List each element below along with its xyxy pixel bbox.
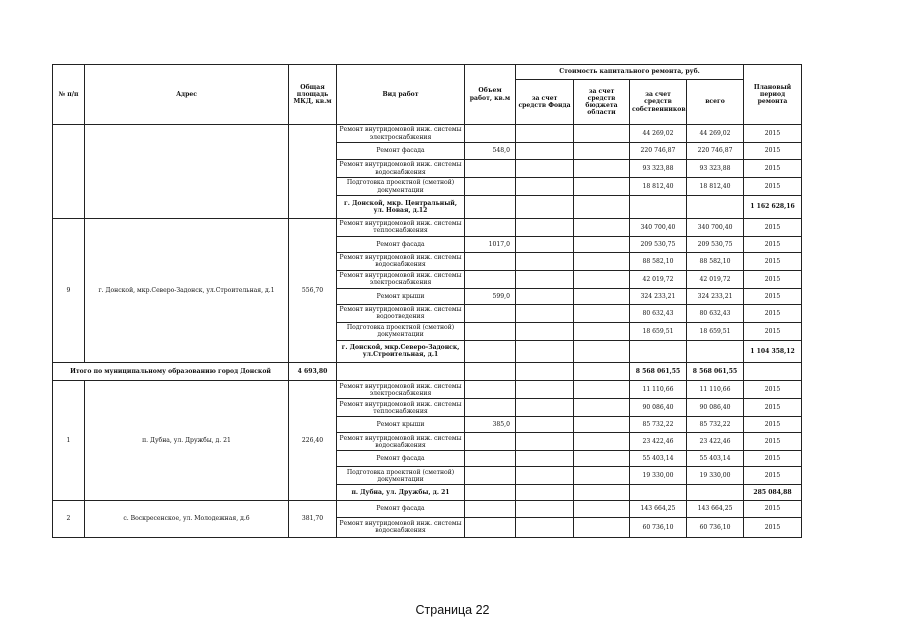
volume-cell — [465, 517, 516, 537]
work-type-cell: Ремонт внутридомовой инж. системы водоснабжения — [337, 517, 465, 537]
area-cell: 381,70 — [289, 500, 337, 537]
budget-cell — [687, 340, 744, 363]
budget-cell — [574, 322, 630, 340]
header-fund: за счет средств Фонда — [516, 80, 574, 125]
row-number: 2 — [53, 500, 85, 537]
volume-cell — [465, 178, 516, 196]
budget-cell — [574, 363, 630, 381]
own-funds-cell: 19 330,00 — [630, 467, 687, 485]
volume-cell — [465, 270, 516, 288]
header-row — [53, 65, 802, 80]
volume-cell — [574, 196, 630, 219]
fund-cell — [516, 363, 574, 381]
fund-cell — [516, 417, 574, 433]
fund-cell — [516, 236, 574, 252]
table-row — [53, 500, 802, 517]
budget-cell — [687, 485, 744, 500]
area-cell: 226,40 — [289, 381, 337, 500]
total-cell: 88 582,10 — [687, 252, 744, 270]
own-funds-cell: 1 162 628,16 — [744, 196, 802, 219]
period-cell: 2015 — [744, 451, 802, 467]
period-cell: 2015 — [744, 467, 802, 485]
total-cell: 42 019,72 — [687, 270, 744, 288]
period-cell: 2015 — [744, 500, 802, 517]
budget-cell — [574, 218, 630, 236]
period-cell: 2015 — [744, 143, 802, 160]
work-type-cell — [516, 340, 574, 363]
own-funds-cell: 42 019,72 — [630, 270, 687, 288]
own-funds-cell: 143 664,25 — [630, 500, 687, 517]
header-address: Адрес — [85, 65, 289, 125]
period-cell: 2015 — [744, 288, 802, 304]
budget-cell — [574, 125, 630, 143]
area-cell — [465, 196, 516, 219]
work-type-cell — [337, 363, 465, 381]
work-type-cell: Ремонт фасада — [337, 143, 465, 160]
budget-cell — [574, 399, 630, 417]
total-cell: 80 632,43 — [687, 304, 744, 322]
fund-cell — [516, 467, 574, 485]
header-area: Общая площадь МКД, кв.м — [289, 65, 337, 125]
work-type-cell: Подготовка проектной (сметной) документации — [337, 178, 465, 196]
budget-cell — [574, 417, 630, 433]
volume-cell — [465, 381, 516, 399]
fund-cell — [516, 517, 574, 537]
total-cell: 209 530,75 — [687, 236, 744, 252]
own-funds-cell: 90 086,40 — [630, 399, 687, 417]
work-type-cell: Ремонт фасада — [337, 451, 465, 467]
total-cell: 143 664,25 — [687, 500, 744, 517]
work-type-cell: Ремонт внутридомовой инж. системы водоснабжения — [337, 433, 465, 451]
budget-cell — [574, 500, 630, 517]
subtotal-label: г. Донской, мкр.Северо-Задонск, ул.Строительная, д.1 — [337, 340, 465, 363]
own-funds-cell: 1 104 358,12 — [744, 340, 802, 363]
table-row — [53, 125, 802, 143]
work-type-cell: Подготовка проектной (сметной) документации — [337, 467, 465, 485]
work-type-cell: Ремонт внутридомовой инж. системы теплоснабжения — [337, 399, 465, 417]
own-funds-cell: 55 403,14 — [630, 451, 687, 467]
period-cell: 2015 — [744, 322, 802, 340]
volume-cell — [465, 467, 516, 485]
work-type-cell: Ремонт фасада — [337, 500, 465, 517]
header-regional-budget: за счет средств бюджета области — [574, 80, 630, 125]
volume-cell — [574, 340, 630, 363]
budget-cell — [574, 451, 630, 467]
fund-cell — [516, 288, 574, 304]
own-funds-cell: 88 582,10 — [630, 252, 687, 270]
budget-cell — [574, 252, 630, 270]
total-cell: 340 700,40 — [687, 218, 744, 236]
fund-cell — [516, 252, 574, 270]
own-funds-cell: 80 632,43 — [630, 304, 687, 322]
header-work-type: Вид работ — [337, 65, 465, 125]
own-funds-cell: 220 746,87 — [630, 143, 687, 160]
fund-cell — [516, 451, 574, 467]
total-cell: 8 568 061,55 — [687, 363, 744, 381]
row-number: 9 — [53, 218, 85, 363]
register-sheet — [52, 64, 802, 538]
volume-cell: 599,0 — [465, 288, 516, 304]
period-cell: 2015 — [744, 236, 802, 252]
header-planned-period: Плановый период ремонта — [744, 65, 802, 125]
area-cell: 556,70 — [289, 218, 337, 363]
budget-cell — [574, 143, 630, 160]
own-funds-cell: 93 323,88 — [630, 160, 687, 178]
row-number: 1 — [53, 381, 85, 500]
work-type-cell: Ремонт крыши — [337, 417, 465, 433]
fund-cell — [516, 125, 574, 143]
fund-cell — [516, 143, 574, 160]
total-cell: 44 269,02 — [687, 125, 744, 143]
total-cell: 23 422,46 — [687, 433, 744, 451]
volume-cell: 548,0 — [465, 143, 516, 160]
fund-cell — [516, 500, 574, 517]
volume-cell: 1017,0 — [465, 236, 516, 252]
own-funds-cell: 8 568 061,55 — [630, 363, 687, 381]
address-cell: с. Воскресенское, ул. Молодежная, д.6 — [85, 500, 289, 537]
period-cell: 2015 — [744, 304, 802, 322]
volume-cell — [465, 363, 516, 381]
fund-cell — [516, 381, 574, 399]
work-type-cell: Ремонт крыши — [337, 288, 465, 304]
work-type-cell: Ремонт внутридомовой инж. системы водоснабжения — [337, 252, 465, 270]
fund-cell — [516, 399, 574, 417]
work-type-cell: Подготовка проектной (сметной) документации — [337, 322, 465, 340]
budget-cell — [574, 288, 630, 304]
subtotal-label: г. Донской, мкр. Центральный, ул. Новая, д.12 — [337, 196, 465, 219]
total-cell: 220 746,87 — [687, 143, 744, 160]
total-cell: 18 659,51 — [687, 322, 744, 340]
period-cell: 2015 — [744, 218, 802, 236]
volume-cell — [465, 160, 516, 178]
fund-cell — [516, 218, 574, 236]
total-cell: 18 812,40 — [687, 178, 744, 196]
area-cell — [465, 485, 516, 500]
header-num: № п/п — [53, 65, 85, 125]
table-row — [53, 363, 802, 381]
period-cell: 2015 — [744, 178, 802, 196]
work-type-cell — [516, 485, 574, 500]
fund-cell — [516, 322, 574, 340]
volume-cell — [465, 252, 516, 270]
volume-cell — [465, 433, 516, 451]
fund-cell — [516, 270, 574, 288]
period-cell: 2015 — [744, 160, 802, 178]
period-cell: 2015 — [744, 270, 802, 288]
work-type-cell: Ремонт внутридомовой инж. системы водоотведения — [337, 304, 465, 322]
period-cell: 2015 — [744, 125, 802, 143]
budget-cell — [574, 236, 630, 252]
page-number: Страница 22 — [415, 603, 490, 617]
volume-cell: 385,0 — [465, 417, 516, 433]
volume-cell — [465, 451, 516, 467]
total-cell: 60 736,10 — [687, 517, 744, 537]
total-cell: 85 732,22 — [687, 417, 744, 433]
own-funds-cell: 209 530,75 — [630, 236, 687, 252]
address-cell: г. Донской, мкр.Северо-Задонск, ул.Строительная, д.1 — [85, 218, 289, 363]
header-cost-group: Стоимость капитального ремонта, руб. — [516, 65, 744, 80]
municipal-total-area: 4 693,80 — [289, 363, 337, 381]
capital-repair-table — [52, 64, 802, 538]
header-own-funds: за счет средств собственников — [630, 80, 687, 125]
volume-cell — [465, 218, 516, 236]
period-cell: 2015 — [744, 517, 802, 537]
own-funds-cell: 44 269,02 — [630, 125, 687, 143]
work-type-cell: Ремонт фасада — [337, 236, 465, 252]
volume-cell — [465, 304, 516, 322]
fund-cell — [516, 304, 574, 322]
budget-cell — [574, 178, 630, 196]
budget-cell — [574, 160, 630, 178]
own-funds-cell: 85 732,22 — [630, 417, 687, 433]
own-funds-cell: 324 233,21 — [630, 288, 687, 304]
budget-cell — [574, 467, 630, 485]
own-funds-cell: 285 084,88 — [744, 485, 802, 500]
volume-cell — [574, 485, 630, 500]
subtotal-label: п. Дубна, ул. Дружбы, д. 21 — [337, 485, 465, 500]
work-type-cell: Ремонт внутридомовой инж. системы теплоснабжения — [337, 218, 465, 236]
total-cell: 90 086,40 — [687, 399, 744, 417]
volume-cell — [465, 399, 516, 417]
own-funds-cell: 18 659,51 — [630, 322, 687, 340]
row-number — [53, 125, 85, 219]
work-type-cell: Ремонт внутридомовой инж. системы электроснабжения — [337, 381, 465, 399]
work-type-cell: Ремонт внутридомовой инж. системы водоснабжения — [337, 160, 465, 178]
table-row — [53, 218, 802, 236]
budget-cell — [574, 270, 630, 288]
fund-cell — [630, 485, 687, 500]
own-funds-cell: 60 736,10 — [630, 517, 687, 537]
budget-cell — [574, 433, 630, 451]
budget-cell — [687, 196, 744, 219]
own-funds-cell: 18 812,40 — [630, 178, 687, 196]
total-cell: 324 233,21 — [687, 288, 744, 304]
period-cell: 2015 — [744, 417, 802, 433]
budget-cell — [574, 517, 630, 537]
municipal-total-label: Итого по муниципальному образованию город Донской — [53, 363, 289, 381]
period-cell: 2015 — [744, 252, 802, 270]
period-cell — [744, 363, 802, 381]
area-cell — [289, 125, 337, 219]
address-cell — [85, 125, 289, 219]
area-cell — [465, 340, 516, 363]
total-cell: 19 330,00 — [687, 467, 744, 485]
address-cell: п. Дубна, ул. Дружбы, д. 21 — [85, 381, 289, 500]
volume-cell — [465, 322, 516, 340]
period-cell: 2015 — [744, 399, 802, 417]
fund-cell — [516, 433, 574, 451]
budget-cell — [574, 304, 630, 322]
fund-cell — [630, 340, 687, 363]
own-funds-cell: 340 700,40 — [630, 218, 687, 236]
own-funds-cell: 11 110,66 — [630, 381, 687, 399]
total-cell: 55 403,14 — [687, 451, 744, 467]
fund-cell — [516, 178, 574, 196]
fund-cell — [516, 160, 574, 178]
period-cell: 2015 — [744, 381, 802, 399]
volume-cell — [465, 125, 516, 143]
table-row — [53, 381, 802, 399]
header-total: всего — [687, 80, 744, 125]
volume-cell — [465, 500, 516, 517]
total-cell: 11 110,66 — [687, 381, 744, 399]
fund-cell — [630, 196, 687, 219]
work-type-cell: Ремонт внутридомовой инж. системы электроснабжения — [337, 125, 465, 143]
total-cell: 93 323,88 — [687, 160, 744, 178]
period-cell: 2015 — [744, 433, 802, 451]
work-type-cell — [516, 196, 574, 219]
budget-cell — [574, 381, 630, 399]
table-body — [53, 65, 802, 538]
own-funds-cell: 23 422,46 — [630, 433, 687, 451]
header-volume: Объем работ, кв.м — [465, 65, 516, 125]
work-type-cell: Ремонт внутридомовой инж. системы электроснабжения — [337, 270, 465, 288]
